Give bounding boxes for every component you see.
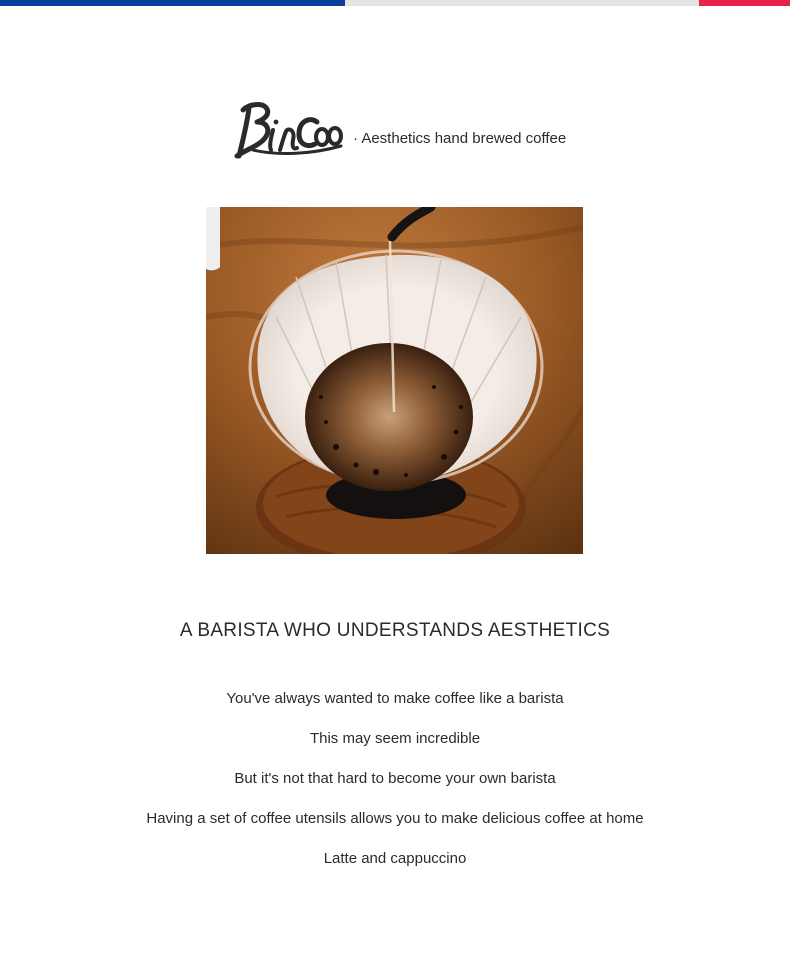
bincoo-logo <box>233 100 345 162</box>
top-bar-blue-segment <box>0 0 345 6</box>
top-bar-red-segment <box>699 0 790 6</box>
description-line: This may seem incredible <box>309 730 481 747</box>
brand-row <box>233 100 573 162</box>
brand-tagline: · Aesthetics hand brewed coffee <box>353 129 567 147</box>
top-color-bar <box>0 0 790 6</box>
description-line: But it's not that hard to become your own barista <box>234 770 556 787</box>
top-bar-gray-segment <box>345 0 699 6</box>
description-line: Having a set of coffee utensils allows you to make delicious coffee at home <box>146 810 644 827</box>
description-line: You've always wanted to make coffee like a barista <box>226 690 564 707</box>
description-line: Latte and cappuccino <box>323 850 467 867</box>
description-lines <box>0 688 790 888</box>
coffee-pour-over-photo <box>206 207 583 554</box>
section-headline: A BARISTA WHO UNDERSTANDS AESTHETICS <box>179 620 611 641</box>
